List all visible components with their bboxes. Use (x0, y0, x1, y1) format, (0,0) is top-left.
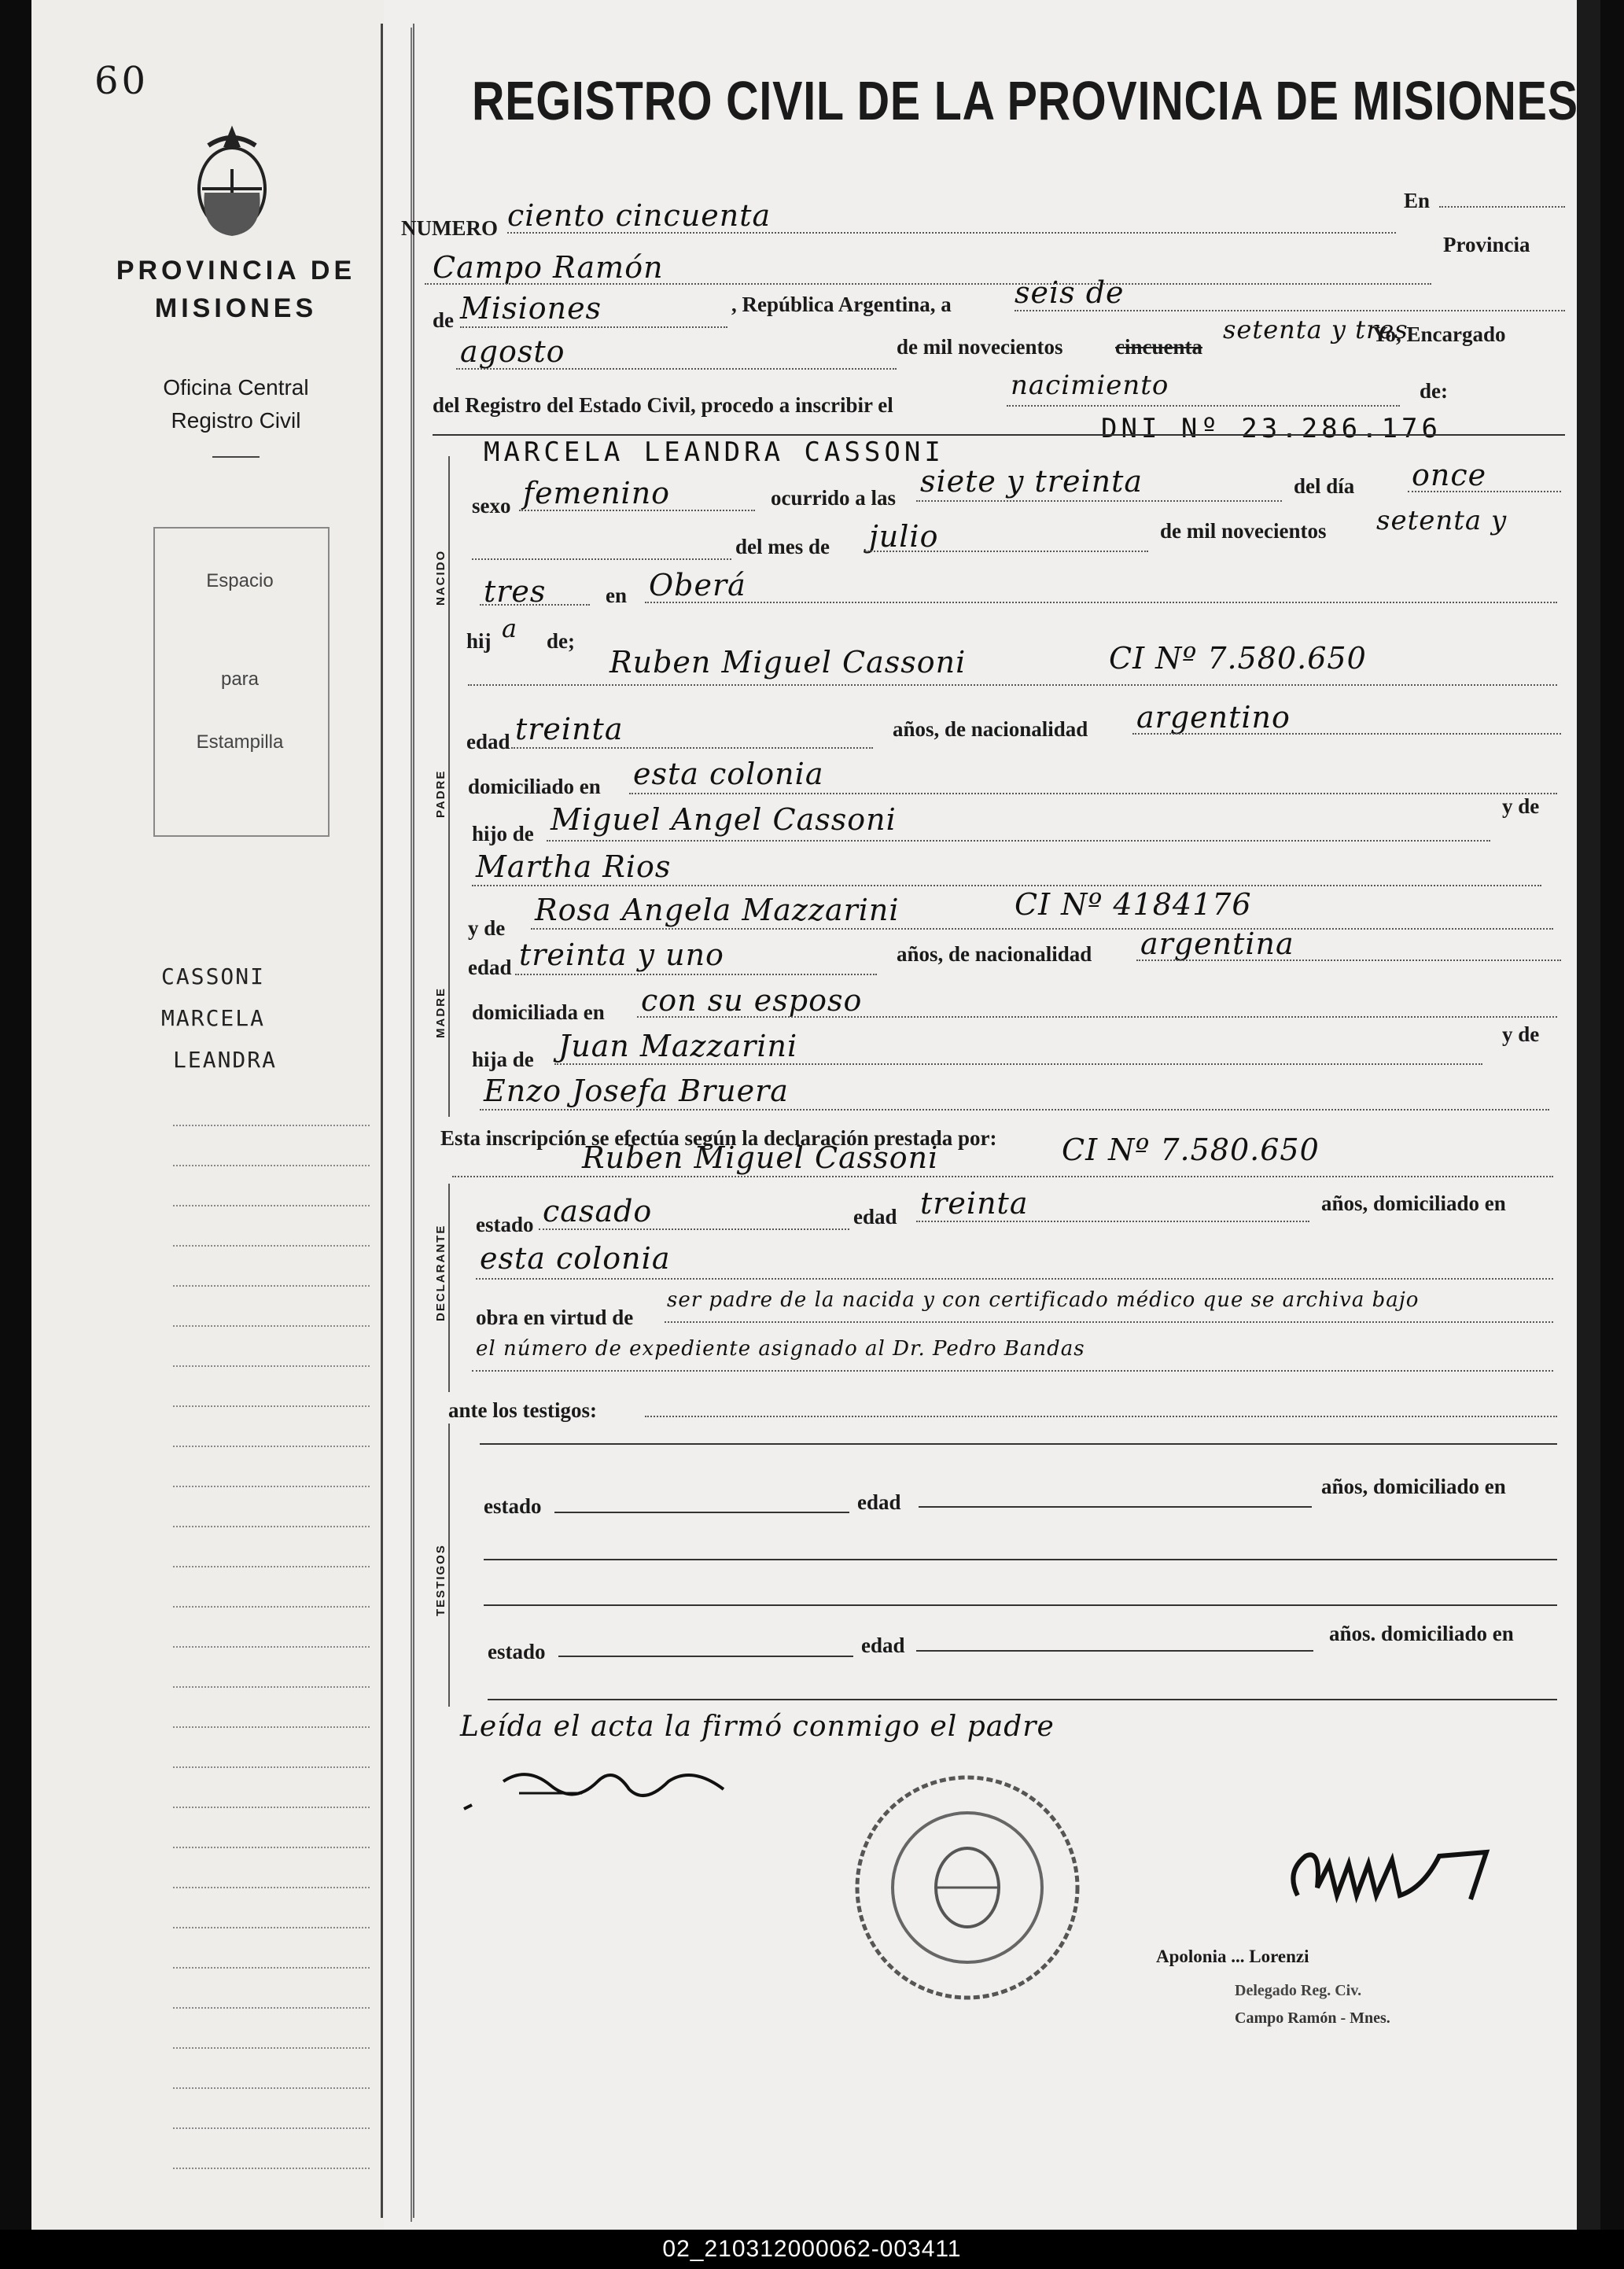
stub-divider (381, 24, 414, 2218)
rule (637, 1016, 1557, 1018)
nombre-value: MARCELA LEANDRA CASSONI (484, 436, 945, 468)
ocurrido-label: ocurrido a las (771, 486, 896, 510)
rule (558, 1656, 853, 1657)
sexo-label: sexo (472, 494, 511, 518)
mil-label: de mil novecientos (897, 335, 1063, 359)
numero-value: ciento cincuenta (507, 198, 771, 233)
edad-label-madre: edad (468, 956, 512, 979)
registro-label: del Registro del Estado Civil, procedo a inscribir el (433, 393, 893, 417)
republica-label: , República Argentina, a (731, 293, 952, 316)
anio-value: setenta y (1376, 505, 1508, 536)
official-title: Delegado Reg. Civ. (1235, 1982, 1362, 1999)
rule (1132, 733, 1561, 735)
rule (645, 602, 1557, 603)
rule (645, 1416, 1557, 1417)
en-label: En (1404, 189, 1431, 212)
edad-label-t1: edad (857, 1490, 901, 1514)
stub-rule (173, 1927, 370, 1928)
stub-rule (173, 1205, 370, 1206)
rule (916, 1650, 1313, 1652)
rule (865, 551, 1148, 552)
declarante-bracket (448, 1184, 472, 1392)
testigos-bracket (448, 1424, 472, 1707)
madre-nacionalidad-value: argentina (1140, 926, 1294, 961)
declarante-nombre-value: Ruben Miguel Cassoni (582, 1140, 939, 1175)
stub-rule (173, 1405, 370, 1407)
stub-rule (173, 1165, 370, 1166)
declarante-section-label: DECLARANTE (434, 1224, 447, 1321)
lugar-value: Campo Ramón (433, 250, 664, 285)
padre-doc-value: CI Nº 7.580.650 (1109, 641, 1367, 676)
rule (507, 232, 1396, 234)
hijo-de-label: hijo de (472, 822, 534, 845)
rule (488, 1699, 1557, 1700)
official-signature-icon (1282, 1840, 1502, 1919)
stub-rule (173, 2007, 370, 2009)
yde-label: y de (1502, 794, 1540, 818)
estado-label-t1: estado (484, 1494, 542, 1518)
mil-label-2: de mil novecientos (1160, 519, 1327, 543)
stub-rule (173, 1847, 370, 1848)
stamp-label-2: para (220, 669, 260, 690)
madre-domicilio-value: con su esposo (641, 983, 863, 1018)
stub-rule (173, 1686, 370, 1688)
obra-value: ser padre de la nacida y con certificado médico que se archiva bajo (667, 1288, 1420, 1312)
rule (1408, 491, 1561, 492)
rule (665, 1321, 1553, 1323)
domiciliado-label: domiciliado en (468, 775, 601, 798)
rule (539, 1228, 849, 1230)
stub-rule (173, 1606, 370, 1608)
abuelo-materno-value: Juan Mazzarini (558, 1029, 798, 1063)
rule (460, 326, 727, 328)
nacido-section-label: NACIDO (434, 549, 447, 606)
page-title: REGISTRO CIVIL DE LA PROVINCIA DE MISIONES (472, 70, 1578, 131)
sexo-value: femenino (523, 476, 671, 510)
declarante-domicilio-value: esta colonia (480, 1241, 671, 1276)
edad-label-t2: edad (861, 1634, 905, 1657)
delmes-label: del mes de (735, 535, 830, 558)
hora-value: siete y treinta (920, 464, 1143, 499)
obra-label: obra en virtud de (476, 1306, 634, 1329)
rule (425, 283, 1431, 285)
stub-rule (173, 2168, 370, 2169)
acto-value: nacimiento (1011, 370, 1169, 401)
testigos-section-label: TESTIGOS (434, 1544, 447, 1616)
anios-label-t2: años. domiciliado en (1329, 1622, 1514, 1645)
stub-rule (173, 1566, 370, 1567)
abuela-materna-value: Enzo Josefa Bruera (484, 1074, 789, 1108)
margin-note-surname: CASSONI (161, 963, 266, 989)
lugar-nacimiento-value: Oberá (649, 568, 746, 602)
numero-label: NUMERO (401, 216, 498, 240)
stub-rule (173, 1125, 370, 1126)
mes-value: agosto (460, 334, 565, 369)
stub-rule (173, 1526, 370, 1527)
anio-value: setenta y tres (1223, 315, 1409, 344)
provincia-value: Misiones (460, 291, 602, 326)
padre-nombre-value: Ruben Miguel Cassoni (609, 645, 967, 680)
stub-rule (173, 2047, 370, 2049)
dia-value: seis de (1015, 275, 1125, 310)
madre-nombre-value: Rosa Angela Mazzarini (535, 893, 900, 927)
de2-label: de: (1420, 379, 1448, 403)
stamp-label-1: Espacio (206, 570, 274, 591)
rule (476, 1278, 1553, 1280)
folio-number: 60 (94, 59, 149, 103)
nacido-bracket (448, 456, 472, 692)
rule (511, 747, 873, 749)
stub-rule (173, 1365, 370, 1367)
declarante-edad-value: treinta (920, 1186, 1029, 1221)
yo-label: Yo, Encargado (1372, 322, 1506, 346)
de-label: de (433, 308, 454, 332)
estado-label-t2: estado (488, 1640, 546, 1663)
rule (629, 793, 1557, 794)
rule (484, 1604, 1557, 1606)
declarante-doc-value: CI Nº 7.580.650 (1062, 1133, 1320, 1167)
obra-value-2: el número de expediente asignado al Dr. Pedro Bandas (476, 1337, 1085, 1361)
madre-edad-value: treinta y uno (519, 937, 724, 972)
rule (480, 1109, 1549, 1111)
office-heading: Oficina Central Registro Civil (163, 375, 309, 433)
hij-suffix: a (502, 613, 518, 643)
stub-rule (173, 1807, 370, 1808)
stub-rule (173, 1285, 370, 1287)
official-name: Apolonia ... Lorenzi (1156, 1947, 1309, 1966)
yde2-label: y de (1502, 1022, 1540, 1046)
rule (480, 1443, 1557, 1445)
stub-rule (173, 1726, 370, 1728)
edad-label-declarante: edad (853, 1205, 897, 1228)
stub-rule (173, 2087, 370, 2089)
rule (456, 368, 897, 370)
yde-label-madre: y de (468, 916, 506, 940)
anios-domiciliado-label: años, domiciliado en (1321, 1192, 1506, 1215)
de-label-3: de; (547, 629, 575, 653)
rule (1136, 960, 1561, 961)
padre-domicilio-value: esta colonia (633, 757, 824, 791)
stamp-label-3: Estampilla (196, 731, 284, 753)
rule (547, 840, 1490, 842)
file-code-bar: 02_210312000062-003411 (0, 2230, 1624, 2269)
rule (452, 1176, 1553, 1177)
inscripcion-label: Esta inscripción se efectúa según la declaración prestada por: (440, 1126, 997, 1150)
rule (531, 928, 1553, 930)
stub-rule (173, 1245, 370, 1247)
rule (1007, 405, 1400, 407)
stub-rule (173, 2127, 370, 2129)
official-seal-icon (841, 1770, 1093, 2006)
madre-doc-value: CI Nº 4184176 (1015, 887, 1252, 922)
stub-rule (173, 1446, 370, 1447)
rule (468, 684, 1557, 686)
rule (919, 1506, 1312, 1508)
provincia-label: Provincia (1443, 233, 1530, 256)
abuelo-paterno-value: Miguel Angel Cassoni (551, 802, 897, 837)
rule (480, 604, 590, 606)
padre-section-label: PADRE (434, 769, 447, 818)
anios-label-t1: años, domiciliado en (1321, 1475, 1506, 1498)
coat-of-arms-icon (185, 122, 279, 240)
stub-rule (173, 1887, 370, 1888)
edad-label: edad (466, 730, 510, 753)
padre-nacionalidad-value: argentino (1136, 700, 1291, 735)
rule (1439, 206, 1565, 208)
stub-rule (173, 1486, 370, 1487)
hija-de-label: hija de (472, 1048, 534, 1071)
register-page (31, 0, 1600, 2230)
anios-nacionalidad-label: años, de nacionalidad (893, 717, 1088, 741)
rule (554, 1063, 1482, 1065)
padre-edad-value: treinta (515, 712, 624, 746)
rule (472, 885, 1541, 886)
rule (484, 1559, 1557, 1560)
rule (433, 434, 1565, 436)
stub-column (31, 0, 384, 2230)
margin-note-name2: LEANDRA (173, 1047, 278, 1073)
rule (519, 510, 755, 511)
official-place: Campo Ramón - Mnes. (1235, 2009, 1390, 2027)
rule (1015, 310, 1565, 311)
abuela-paterna-value: Martha Rios (476, 849, 672, 884)
stub-rule (173, 1766, 370, 1768)
stub-rule (173, 1646, 370, 1648)
rule (515, 974, 877, 975)
anios-nacionalidad-label-madre: años, de nacionalidad (897, 942, 1092, 966)
anio-value-2: tres (484, 574, 547, 609)
madre-section-label: MADRE (434, 987, 447, 1038)
dni-value: DNI Nº 23.286.176 (1101, 413, 1442, 444)
domiciliada-label: domiciliada en (472, 1000, 605, 1024)
rule (472, 558, 731, 560)
rule (554, 1512, 849, 1513)
declarante-estado-value: casado (543, 1194, 653, 1228)
rule (472, 1370, 1553, 1372)
ante-testigos-label: ante los testigos: (448, 1398, 597, 1422)
anio-struck: cincuenta (1115, 335, 1202, 359)
province-heading: PROVINCIA DE MISIONES (116, 256, 356, 323)
hij-label: hij (466, 629, 492, 653)
mes-value: julio (869, 519, 939, 554)
divider (212, 456, 260, 458)
leida-acta-value: Leída el acta la firmó conmigo el padre (460, 1711, 1055, 1743)
stub-rule (173, 1967, 370, 1969)
deldia-label: del día (1294, 474, 1355, 498)
rule (916, 500, 1282, 502)
en-label-2: en (606, 584, 627, 607)
estado-label: estado (476, 1213, 534, 1236)
stub-rule (173, 1325, 370, 1327)
dia-value: once (1412, 458, 1487, 492)
rule (916, 1221, 1309, 1222)
margin-note-name1: MARCELA (161, 1005, 266, 1031)
padre-signature-icon (456, 1750, 771, 1821)
